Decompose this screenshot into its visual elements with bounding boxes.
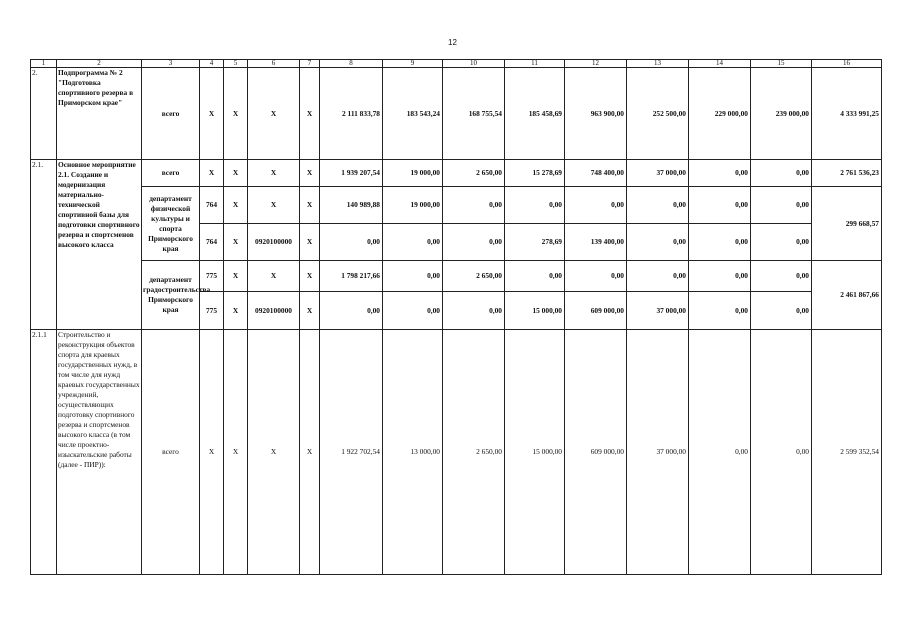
table-cell: 0,00 [383, 224, 443, 261]
table-cell: 0,00 [751, 261, 812, 292]
table-cell: 0,00 [689, 160, 751, 187]
table-cell: 1 798 217,66 [320, 261, 383, 292]
table-cell: Х [300, 261, 320, 292]
table-cell: 0920100000 [248, 292, 300, 330]
budget-table [30, 59, 882, 575]
table-cell: 1 922 702,54 [320, 330, 383, 575]
table-cell: 748 400,00 [565, 160, 627, 187]
table-cell: 609 000,00 [565, 292, 627, 330]
col-header: 13 [627, 60, 689, 68]
page-number: 12 [448, 38, 457, 47]
table-cell: 13 000,00 [383, 330, 443, 575]
col-header: 11 [505, 60, 565, 68]
table-cell: 2 761 536,23 [812, 160, 882, 187]
table-cell: 0,00 [751, 292, 812, 330]
col-header: 10 [443, 60, 505, 68]
table-cell: 0,00 [505, 261, 565, 292]
col-header: 14 [689, 60, 751, 68]
table-row [31, 330, 882, 575]
table-cell: 0,00 [689, 330, 751, 575]
table-cell: 0,00 [320, 224, 383, 261]
table-cell: 0,00 [689, 187, 751, 224]
table-cell: Х [224, 68, 248, 160]
funding-source: всего [142, 160, 200, 187]
table-cell: 0,00 [689, 261, 751, 292]
table-row [31, 261, 882, 292]
table-cell: Х [224, 160, 248, 187]
table-cell: 2 650,00 [443, 261, 505, 292]
table-cell: Х [248, 330, 300, 575]
table-cell: 0,00 [383, 292, 443, 330]
table-cell: 0,00 [627, 187, 689, 224]
table-cell: 0,00 [320, 292, 383, 330]
table-cell: 278,69 [505, 224, 565, 261]
col-header: 6 [248, 60, 300, 68]
table-cell: 0,00 [751, 187, 812, 224]
row-name: Строительство и реконструкция объектов спорта для краевых государственных нужд, в том числе для нужд краевых государственных учреждений, осуществляющих подготовку спортивного резерва и спортсменов высокого класса (в том числе проектно-изыскательские работы (далее - ПИР)): [57, 330, 142, 575]
table-cell: Х [224, 224, 248, 261]
table-cell: 4 333 991,25 [812, 68, 882, 160]
col-header: 2 [57, 60, 142, 68]
row-number: 2.1. [31, 160, 57, 330]
table-cell: 185 458,69 [505, 68, 565, 160]
table-cell: 0,00 [627, 224, 689, 261]
table-cell: Х [200, 160, 224, 187]
table-cell: 0,00 [565, 187, 627, 224]
col-header: 16 [812, 60, 882, 68]
table-cell: 1 939 207,54 [320, 160, 383, 187]
funding-source: всего [142, 68, 200, 160]
table-cell: 37 000,00 [627, 292, 689, 330]
table-cell: 609 000,00 [565, 330, 627, 575]
row-name: Подпрограмма № 2 "Подготовка спортивного резерва в Приморском крае" [57, 68, 142, 160]
table-cell: 0,00 [751, 224, 812, 261]
table-cell: 764 [200, 187, 224, 224]
table-cell: 139 400,00 [565, 224, 627, 261]
table-cell: 15 000,00 [505, 292, 565, 330]
table-cell: 15 000,00 [505, 330, 565, 575]
table-cell: 764 [200, 224, 224, 261]
table-row [31, 160, 882, 187]
col-header: 4 [200, 60, 224, 68]
funding-source: всего [142, 330, 200, 575]
table-cell: 37 000,00 [627, 330, 689, 575]
col-header: 3 [142, 60, 200, 68]
table-cell: Х [224, 292, 248, 330]
row-number: 2.1.1 [31, 330, 57, 575]
table-cell: 19 000,00 [383, 187, 443, 224]
table-cell: Х [248, 261, 300, 292]
col-header: 9 [383, 60, 443, 68]
department-name: департамент физической культуры и спорта Приморского края [142, 187, 200, 261]
table-cell: Х [300, 330, 320, 575]
table-cell: 299 668,57 [812, 187, 882, 261]
table-cell: 0920100000 [248, 224, 300, 261]
table-cell: Х [248, 68, 300, 160]
table-cell: 2 650,00 [443, 330, 505, 575]
table-cell: Х [200, 330, 224, 575]
table-cell: 2 650,00 [443, 160, 505, 187]
table-cell: 0,00 [443, 292, 505, 330]
table-cell: 183 543,24 [383, 68, 443, 160]
header-row [31, 60, 882, 68]
table-cell: 0,00 [383, 261, 443, 292]
row-name: Основное мероприятие 2.1. Создание и модернизация материально-технической спортивной базы для подготовки спортивного резерва и спортсменов высокого класса [57, 160, 142, 330]
table-cell: 252 500,00 [627, 68, 689, 160]
table-cell: 37 000,00 [627, 160, 689, 187]
table-cell: 2 599 352,54 [812, 330, 882, 575]
table-cell: 2 111 833,78 [320, 68, 383, 160]
table-cell: 775 [200, 292, 224, 330]
table-cell: 775 [200, 261, 224, 292]
table-cell: 15 278,69 [505, 160, 565, 187]
table-cell: 0,00 [627, 261, 689, 292]
table-cell: 0,00 [505, 187, 565, 224]
table-cell: Х [300, 160, 320, 187]
col-header: 15 [751, 60, 812, 68]
table-cell: Х [200, 68, 224, 160]
col-header: 12 [565, 60, 627, 68]
col-header: 7 [300, 60, 320, 68]
table-cell: Х [300, 68, 320, 160]
table-cell: Х [300, 187, 320, 224]
table-cell: 0,00 [443, 187, 505, 224]
table-cell: 2 461 867,66 [812, 261, 882, 330]
table-row [31, 68, 882, 160]
table-cell: Х [224, 330, 248, 575]
table-cell: 19 000,00 [383, 160, 443, 187]
department-name: департамент градостроительства Приморского края [142, 261, 200, 330]
table-cell: 0,00 [565, 261, 627, 292]
table-cell: 229 000,00 [689, 68, 751, 160]
table-row [31, 187, 882, 224]
table-cell: Х [224, 261, 248, 292]
col-header: 1 [31, 60, 57, 68]
table-cell: 0,00 [443, 224, 505, 261]
table-cell: 963 900,00 [565, 68, 627, 160]
table-cell: 140 989,88 [320, 187, 383, 224]
table-cell: Х [300, 224, 320, 261]
table-cell: Х [248, 160, 300, 187]
table-cell: Х [248, 187, 300, 224]
table-cell: 168 755,54 [443, 68, 505, 160]
row-number: 2. [31, 68, 57, 160]
table-cell: Х [300, 292, 320, 330]
col-header: 5 [224, 60, 248, 68]
table-cell: 0,00 [689, 292, 751, 330]
table-cell: 0,00 [689, 224, 751, 261]
table-cell: 0,00 [751, 160, 812, 187]
table-cell: 0,00 [751, 330, 812, 575]
table-cell: Х [224, 187, 248, 224]
table-cell: 239 000,00 [751, 68, 812, 160]
col-header: 8 [320, 60, 383, 68]
